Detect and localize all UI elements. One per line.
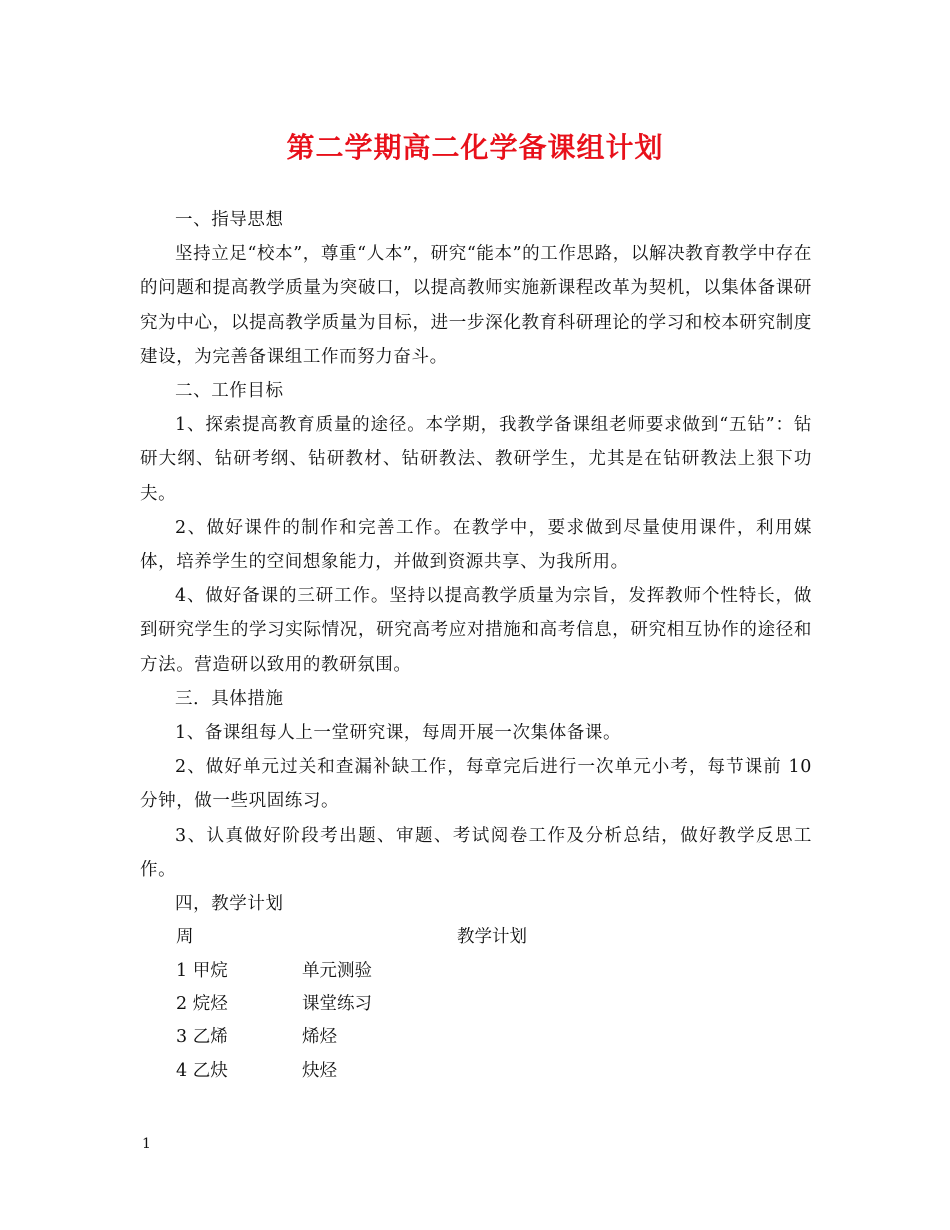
paragraph-measure-1: 1、备课组每人上一堂研究课，每周开展一次集体备课。 — [175, 723, 622, 744]
cell-plan: 炔烃 — [302, 1060, 337, 1081]
document-body — [140, 203, 812, 1088]
table-row — [140, 1021, 812, 1054]
document-title: 第二学期高二化学备课组计划 — [286, 131, 664, 164]
teaching-plan-table — [140, 921, 812, 1088]
cell-week: 3 乙烯 — [176, 1027, 228, 1048]
section-heading-teaching-plan: 四，教学计划 — [175, 894, 284, 915]
cell-week: 2 烷烃 — [176, 994, 228, 1015]
table-row — [140, 955, 812, 988]
section-heading-measures: 三．具体措施 — [175, 688, 284, 709]
cell-week: 1 甲烷 — [176, 960, 228, 981]
paragraph-measure-2: 2、做好单元过关和查漏补缺工作，每章完后进行一次单元小考，每节课前 10 分钟，做一些巩固练习。 — [140, 757, 812, 812]
table-row — [140, 1055, 812, 1088]
section-heading-guiding-ideology: 一、指导思想 — [175, 210, 284, 230]
header-week: 周 — [176, 927, 194, 948]
page-number: 1 — [142, 1136, 151, 1152]
cell-week: 4 乙炔 — [176, 1060, 228, 1081]
section-heading-work-goals: 二、工作目标 — [175, 381, 284, 402]
table-row — [140, 988, 812, 1021]
paragraph-goal-2: 2、做好课件的制作和完善工作。在教学中，要求做到尽量使用课件，利用媒体，培养学生的空间想象能力，并做到资源共享、为我所用。 — [140, 517, 812, 573]
cell-plan: 烯烃 — [302, 1027, 337, 1048]
paragraph-goal-4: 4、做好备课的三研工作。坚持以提高教学质量为宗旨，发挥教师个性特长，做到研究学生的学习实际情况，研究高考应对措施和高考信息，研究相互协作的途径和方法。营造研以致用的教研氛围。 — [140, 586, 812, 675]
cell-plan: 课堂练习 — [302, 994, 372, 1015]
table-header-row — [140, 921, 812, 954]
paragraph-guiding-ideology: 坚持立足“校本”，尊重“人本”，研究“能本”的工作思路，以解决教育教学中存在的问题和提高教学质量为突破口，以提高教师实施新课程改革为契机，以集体备课研究为中心，以提高教学质量为目标，进一步深化教育科研理论的学习和校本研究制度建设，为完善备课组工作而努力奋斗。 — [140, 244, 812, 367]
header-plan: 教学计划 — [457, 927, 527, 948]
paragraph-measure-3: 3、认真做好阶段考出题、审题、考试阅卷工作及分析总结，做好教学反思工作。 — [140, 825, 812, 880]
paragraph-goal-1: 1、探索提高教育质量的途径。本学期，我教学备课组老师要求做到“五钻”：钻研大纲、钻研考纲、钻研教材、钻研教法、教研学生，尤其是在钻研教法上狠下功夫。 — [140, 415, 812, 504]
cell-plan: 单元测验 — [302, 960, 372, 981]
